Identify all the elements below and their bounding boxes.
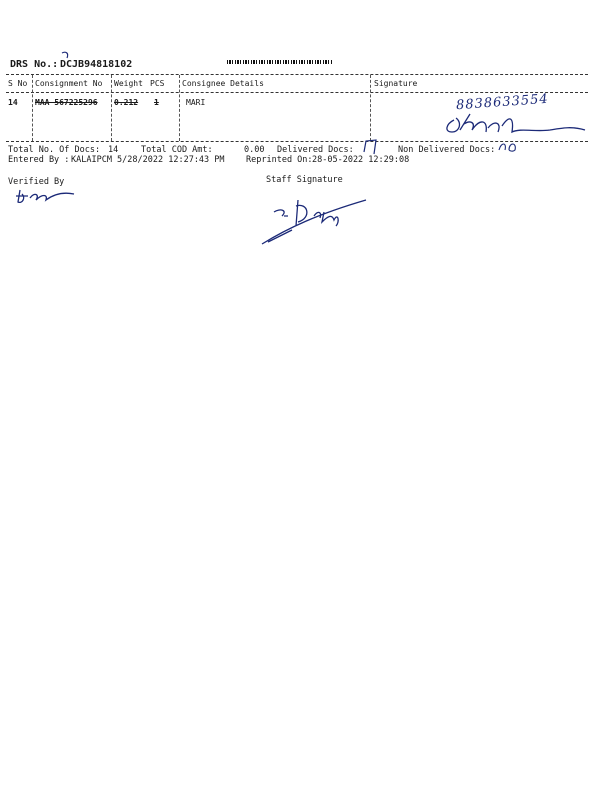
row-s-no: 14 bbox=[8, 98, 18, 107]
total-docs-label: Total No. Of Docs: bbox=[8, 145, 101, 155]
verified-by-label: Verified By bbox=[8, 177, 65, 187]
row-weight: 0.212 bbox=[114, 98, 139, 107]
verifier-signature bbox=[14, 186, 78, 208]
col-divider bbox=[111, 75, 112, 141]
handwritten-phone: 8838633554 bbox=[455, 91, 550, 114]
col-header-consignment-no: Consignment No bbox=[35, 79, 103, 88]
drs-label: DRS No.: bbox=[10, 59, 59, 70]
col-divider bbox=[179, 75, 180, 141]
total-cod-label: Total COD Amt: bbox=[141, 145, 213, 155]
table-header-rule bbox=[6, 92, 588, 93]
total-docs-value: 14 bbox=[108, 145, 119, 155]
reprinted-on-label: Reprinted On: bbox=[246, 155, 313, 165]
col-header-pcs: PCS bbox=[150, 79, 165, 88]
entered-by-label: Entered By : bbox=[8, 155, 70, 165]
row-consignment-no: MAA 567225296 bbox=[35, 98, 98, 107]
non-delivered-docs-handwritten-mark bbox=[497, 138, 519, 154]
row-consignee: MARI bbox=[186, 98, 206, 107]
total-cod-value: 0.00 bbox=[244, 145, 265, 155]
col-divider bbox=[370, 75, 371, 141]
reprinted-on-value: 28-05-2022 12:29:08 bbox=[312, 155, 410, 165]
non-delivered-docs-label: Non Delivered Docs: bbox=[398, 145, 496, 155]
staff-signature bbox=[258, 196, 370, 248]
barcode bbox=[227, 60, 333, 64]
col-divider bbox=[32, 75, 33, 141]
col-header-signature: Signature bbox=[374, 79, 418, 88]
col-header-s-no: S No bbox=[8, 79, 28, 88]
staff-signature-label: Staff Signature bbox=[266, 175, 343, 185]
pen-tick-mark bbox=[60, 51, 72, 61]
row-pcs: 1 bbox=[154, 98, 159, 107]
delivered-docs-label: Delivered Docs: bbox=[277, 145, 354, 155]
table-top-rule bbox=[6, 74, 588, 75]
col-header-weight: Weight bbox=[114, 79, 143, 88]
col-header-consignee-details: Consignee Details bbox=[182, 79, 264, 88]
drs-number: DCJB94818102 bbox=[60, 59, 133, 70]
entered-by-value: KALAIPCM 5/28/2022 12:27:43 PM bbox=[71, 155, 225, 165]
